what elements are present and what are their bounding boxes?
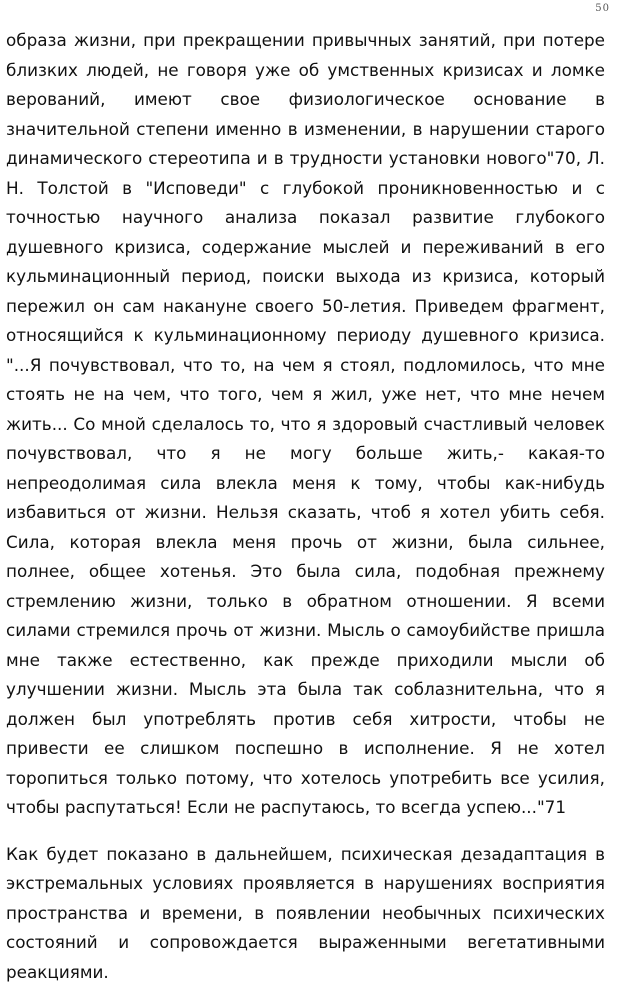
document-body	[6, 26, 605, 987]
page-number: 50	[595, 3, 610, 14]
paragraph-2: Как будет показано в дальнейшем, психическая дезадаптация в экстремальных условиях проявляется в нарушениях восприятия пространства и времени, в появлении необычных психических состояний и сопровождается выраженными вегетативными реакциями.	[6, 840, 605, 987]
paragraph-1: образа жизни, при прекращении привычных занятий, при потере близких людей, не говоря уже об умственных кризисах и ломке верований, имеют свое физиологическое основание в значительной степени именно в изменении, в нарушении старого динамического стереотипа и в трудности установки нового"70, Л. Н. Толстой в "Исповеди" с глубокой проникновенностью и с точностью научного анализа показал развитие глубокого душевного кризиса, содержание мыслей и переживаний в его кульминационный период, поиски выхода из кризиса, который пережил он сам накануне своего 50-летия. Приведем фрагмент, относящийся к кульминационному периоду душевного кризиса. "...Я почувствовал, что то, на чем я стоял, подломилось, что мне стоять не на чем, что того, чем я жил, уже нет, что мне нечем жить... Со мной сделалось то, что я здоровый счастливый человек почувствовал, что я не могу больше жить,- какая-то непреодолимая сила влекла меня к тому, чтобы как-нибудь избавиться от жизни. Нельзя сказать, чтоб я хотел убить себя. Сила, которая влекла меня прочь от жизни, была сильнее, полнее, общее хотенья. Это была сила, подобная прежнему стремлению жизни, только в обратном отношении. Я всеми силами стремился прочь от жизни. Мысль о самоубийстве пришла мне также естественно, как прежде приходили мысли об улучшении жизни. Мысль эта была так соблазнительна, что я должен был употреблять против себя хитрости, чтобы не привести ее слишком поспешно в исполнение. Я не хотел торопиться только потому, что хотелось употребить все усилия, чтобы распутаться! Если не распутаюсь, то всегда успею..."71	[6, 26, 605, 823]
